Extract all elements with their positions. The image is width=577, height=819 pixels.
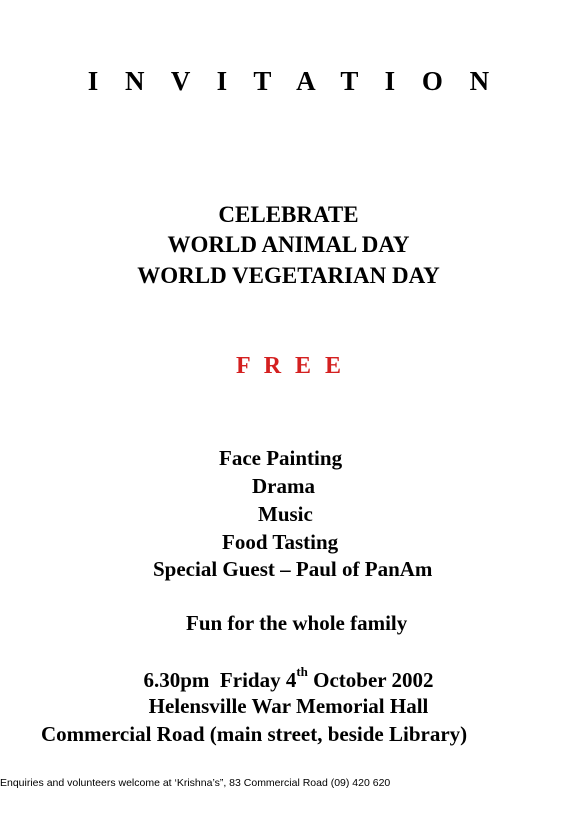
activity-special-guest: Special Guest – Paul of PanAm (153, 557, 433, 581)
event-time: 6.30pm (143, 668, 210, 692)
event-day: Friday 4 (219, 668, 297, 692)
invitation-title: I N V I T A T I O N (87, 66, 500, 96)
activity-music: Music (258, 502, 313, 526)
activity-face-painting: Face Painting (219, 446, 343, 470)
free-label: F R E E (235, 353, 346, 379)
tagline: Fun for the whole family (186, 611, 408, 635)
world-animal-day-line: WORLD ANIMAL DAY (167, 232, 410, 257)
activity-food-tasting: Food Tasting (222, 530, 339, 554)
event-month-year: October 2002 (313, 668, 434, 692)
celebrate-heading: CELEBRATE (218, 202, 359, 227)
event-date-suffix: th (296, 664, 308, 679)
activity-drama: Drama (252, 474, 315, 498)
event-venue: Helensville War Memorial Hall (148, 694, 429, 718)
world-vegetarian-day-line: WORLD VEGETARIAN DAY (137, 263, 440, 288)
event-address: Commercial Road (main street, beside Library) (41, 722, 468, 746)
event-datetime (0, 664, 577, 693)
footer-enquiries: Enquiries and volunteers welcome at ‘Krishna’s”, 83 Commercial Road (09) 420 620 (0, 777, 391, 789)
